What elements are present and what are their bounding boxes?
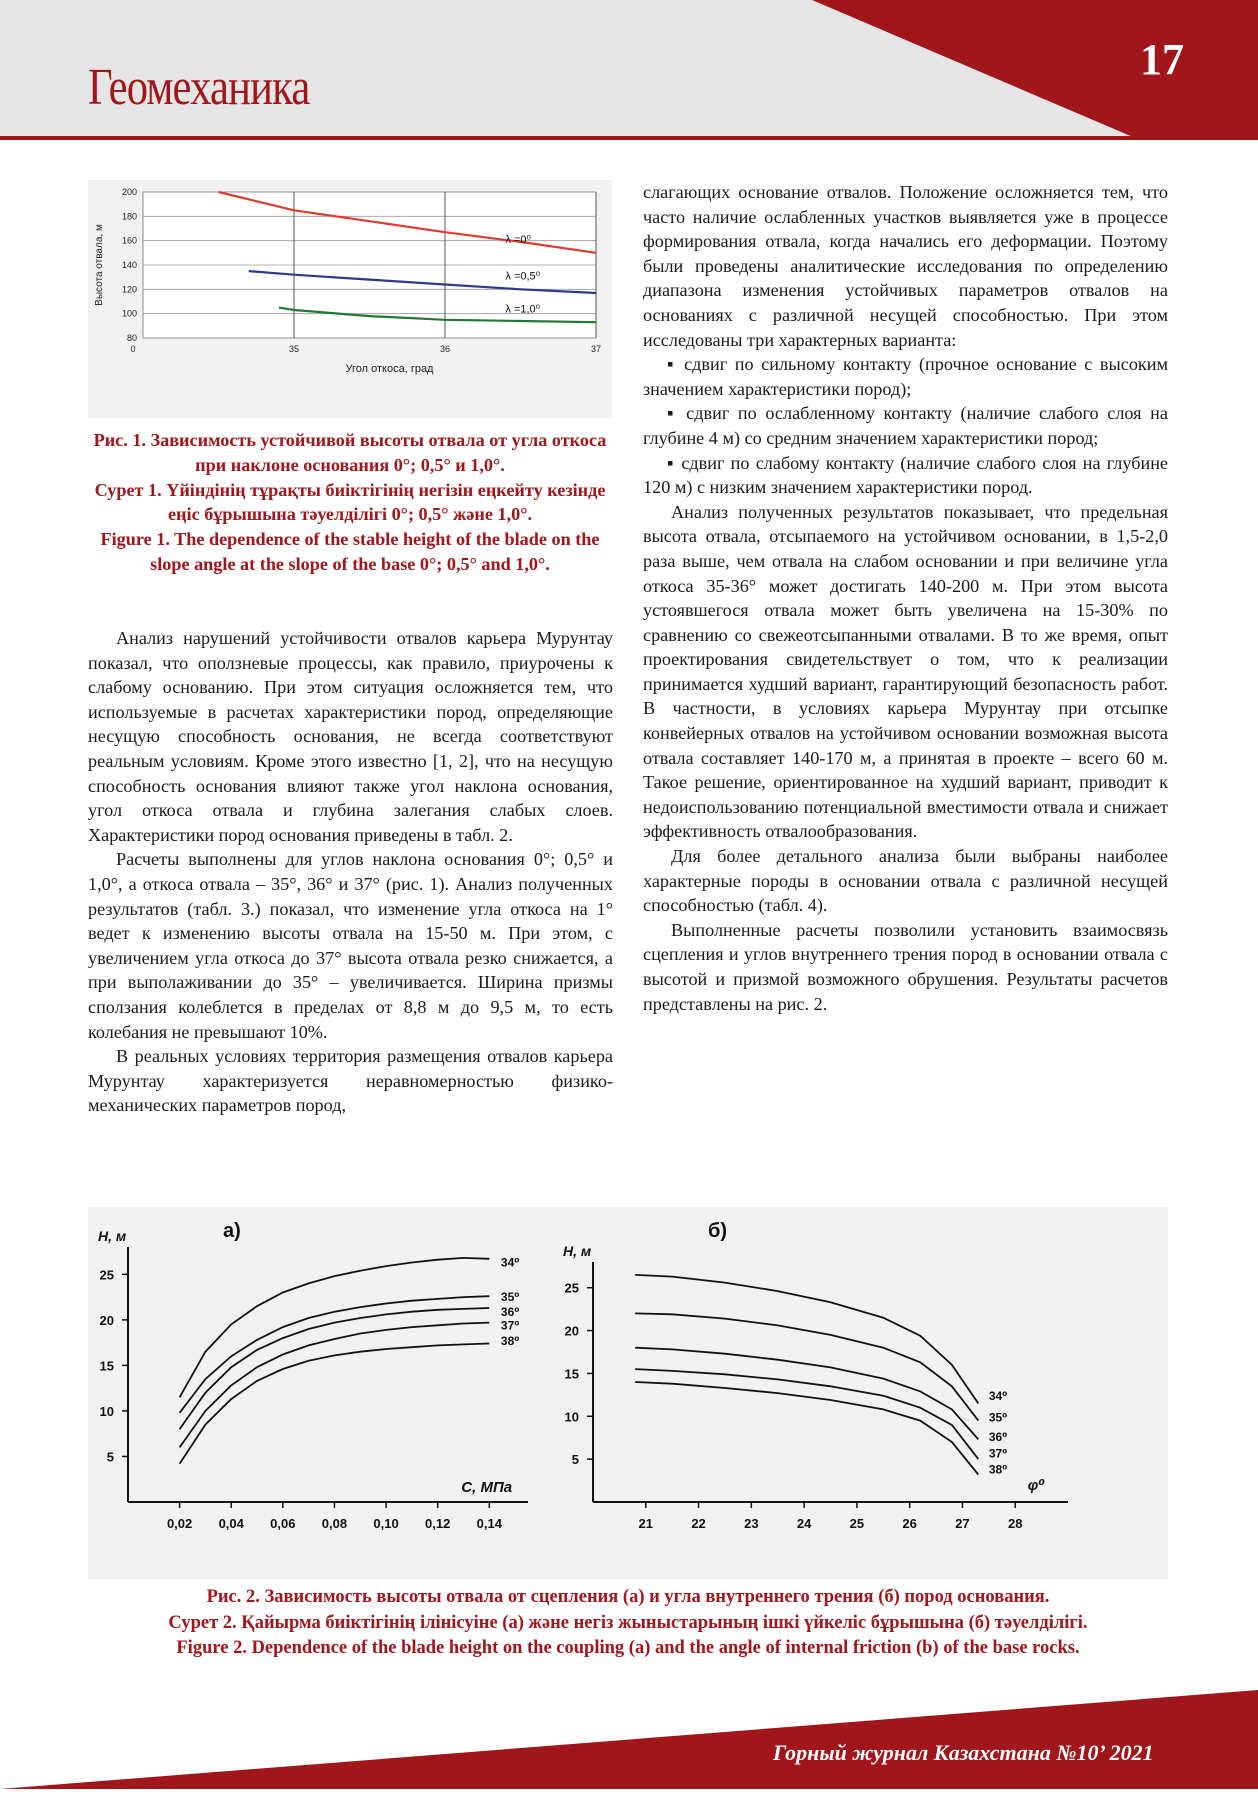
right-column xyxy=(643,180,1168,1016)
y-tick-label: 5 xyxy=(106,1449,114,1465)
paragraph: слагающих основание отвалов. Положение осложняется тем, что часто наличие ослабленных участков выявляется уже в процессе формирования отвала, когда начались его деформации. Поэтому были проведены аналитические исследования по определению диапазона изменения устойчивых параметров отвалов на основаниях с различной несущей способностью. При этом исследованы три характерных варианта: xyxy=(643,182,1168,350)
x-tick-label: 0,04 xyxy=(218,1516,244,1531)
y-tick-label: 120 xyxy=(121,284,137,295)
y-axis-label: H, м xyxy=(563,1243,592,1259)
x-tick-label: 0,14 xyxy=(476,1516,502,1531)
x-axis-label: φ⁰ xyxy=(1027,1477,1045,1494)
panel-label: а) xyxy=(223,1220,241,1242)
figure-2-caption-kz: Сурет 2. Қайырма биіктігінің ілінісуіне (а) және негіз жыныстарының ішкі үйкеліс бұрышына (б) тәуелділігі. xyxy=(168,1612,1088,1633)
series-line xyxy=(635,1313,978,1420)
series-label: 35⁰ xyxy=(988,1410,1008,1425)
x-tick-label: 24 xyxy=(796,1516,812,1531)
y-tick-label: 5 xyxy=(571,1452,579,1468)
page-number: 17 xyxy=(1140,35,1184,84)
y-tick-label: 80 xyxy=(126,333,137,343)
y-axis-label: H, м xyxy=(98,1228,127,1244)
x-axis-label: C, МПа xyxy=(461,1479,513,1496)
series-label: λ =0,5⁰ xyxy=(505,270,541,283)
y-tick-label: 140 xyxy=(121,260,137,270)
y-tick-label: 20 xyxy=(99,1312,114,1328)
figure-2 xyxy=(88,1207,1168,1579)
journal-name: Горный журнал Казахстана №10’ 2021 xyxy=(773,1740,1154,1765)
series-label: λ =0⁰ xyxy=(505,234,531,247)
x-tick-label: 0,12 xyxy=(425,1516,451,1531)
series-label: 35⁰ xyxy=(500,1290,520,1305)
series-line xyxy=(635,1369,978,1459)
figure-2-caption-ru: Рис. 2. Зависимость высоты отвала от сцепления (а) и угла внутреннего трения (б) пород основания. xyxy=(206,1587,1050,1607)
x-tick-label: 0,08 xyxy=(321,1516,348,1531)
y-tick-label: 15 xyxy=(564,1366,579,1382)
paragraph: Расчеты выполнены для углов наклона основания 0°; 0,5° и 1,0°, а откоса отвала – 35°, 36° и 37° (рис. 1). Анализ полученных результатов (табл. 3.) показал, что изменение угла откоса на 1° ведет к изменению высоты отвала на 15-50 м. При этом, с увеличением угла откоса до 37° высота отвала резко снижается, а при выполаживании до 35° – увеличивается. Ширина призмы сползания колеблется в пределах от 8,8 м до 9,5 м, то есть колебания не превышают 10%. xyxy=(88,849,613,1042)
y-tick-label: 25 xyxy=(564,1280,579,1296)
series-label: 36⁰ xyxy=(988,1430,1008,1444)
x-tick-label: 0 xyxy=(130,344,136,354)
series-label: 34⁰ xyxy=(500,1255,520,1270)
series-label: λ =1,0⁰ xyxy=(505,303,541,316)
y-tick-label: 180 xyxy=(121,211,137,222)
x-axis-label: Угол откоса, град xyxy=(345,363,434,375)
x-tick-label: 26 xyxy=(902,1516,917,1531)
x-tick-label: 25 xyxy=(849,1516,865,1531)
y-tick-label: 10 xyxy=(564,1409,579,1425)
series-line xyxy=(180,1323,490,1448)
bullet-list xyxy=(643,352,1168,500)
series-line xyxy=(180,1258,490,1397)
y-axis-label: Высота отвала, м xyxy=(94,224,105,306)
series-label: 37⁰ xyxy=(988,1446,1008,1461)
series-label: 38⁰ xyxy=(500,1333,520,1348)
figure-1-chart xyxy=(88,180,612,418)
list-item: ▪ сдвиг по сильному контакту (прочное основание с высоким значением характеристики пород); xyxy=(643,352,1168,401)
series-line xyxy=(180,1308,490,1429)
figure-1-caption-en: Figure 1. The dependence of the stable height of the blade on the slope angle at the slope of the base 0°; 0,5° and 1,0°. xyxy=(100,529,600,574)
figure-2-chart xyxy=(88,1207,1168,1579)
y-tick-label: 200 xyxy=(121,187,137,197)
x-tick-label: 22 xyxy=(691,1516,706,1531)
section-title: Геомеханика xyxy=(88,59,310,116)
paragraph: Анализ нарушений устойчивости отвалов карьера Мурунтау показал, что оползневые процессы, как правило, приурочены к слабому основанию. При этом ситуация осложняется тем, что используемые в расчетах характеристики пород, определяющие несущую способность основания, не всегда соответствуют реальным условиям. Кроме этого известно [1, 2], что на несущую способность основания влияют также угол наклона основания, угол откоса отвала и глубина залегания слабых слоев. Характеристики пород основания приведены в табл. 2. xyxy=(88,628,613,845)
panel-label: б) xyxy=(708,1220,728,1242)
y-tick-label: 160 xyxy=(121,235,137,246)
x-tick-label: 23 xyxy=(744,1516,759,1531)
y-tick-label: 100 xyxy=(121,308,137,319)
x-tick-label: 0,02 xyxy=(166,1516,193,1531)
x-tick-label: 21 xyxy=(638,1516,654,1531)
paragraph: Выполненные расчеты позволили установить взаимосвязь сцепления и углов внутреннего трения пород в основании отвала с высотой и призмой возможного обрушения. Результаты расчетов представлены на рис. 2. xyxy=(643,919,1168,1014)
list-item: ▪ сдвиг по слабому контакту (наличие слабого слоя на глубине 120 м) с низким значением характеристики пород. xyxy=(643,451,1168,500)
paragraph: Для более детального анализа были выбраны наиболее характерные породы в основании отвала с различной несущей способностью (табл. 4). xyxy=(643,846,1168,916)
y-tick-label: 15 xyxy=(99,1358,114,1374)
paragraph: В реальных условиях территория размещения отвалов карьера Мурунтау характеризуется неравномерностью физико-механических параметров пород, xyxy=(88,1046,613,1116)
figure-1-caption-ru: Рис. 1. Зависимость устойчивой высоты отвала от угла откоса при наклоне основания 0°; 0,5° и 1,0°. xyxy=(93,430,607,475)
figure-2-caption-en: Figure 2. Dependence of the blade height on the coupling (a) and the angle of internal friction (b) of the base rocks. xyxy=(176,1638,1080,1658)
x-tick-label: 0,10 xyxy=(373,1516,399,1531)
x-tick-label: 35 xyxy=(288,344,300,354)
page-header xyxy=(0,0,1258,150)
x-tick-label: 36 xyxy=(439,344,451,354)
y-tick-label: 10 xyxy=(99,1403,114,1419)
x-tick-label: 28 xyxy=(1007,1516,1023,1531)
y-tick-label: 25 xyxy=(99,1267,114,1283)
list-item: ▪ сдвиг по ослабленному контакту (наличие слабого слоя на глубине 4 м) со средним значением характеристики пород; xyxy=(643,401,1168,450)
series-label: 36⁰ xyxy=(500,1304,520,1319)
series-label: 38⁰ xyxy=(988,1462,1008,1477)
x-tick-label: 27 xyxy=(955,1516,970,1531)
y-tick-label: 20 xyxy=(564,1323,579,1339)
series-label: 34⁰ xyxy=(988,1388,1008,1403)
figure-1-caption xyxy=(88,428,612,577)
figure-1 xyxy=(88,180,612,418)
paragraph: Анализ полученных результатов показывает, что предельная высота отвала, отсыпаемого на устойчивом основании, в 1,5-2,0 раза выше, чем отвала на слабом основании и при величине угла откоса 35-36° может достигать 140-200 м. При этом высота устоявшегося отвала может быть увеличена на 15-30% по сравнению со свежеотсыпанными отвалами. В то же время, опыт проектирования свидетельствует о том, что к реализации принимается худший вариант, гарантирующий безопасность работ. В частности, в условиях карьера Мурунтау при отсыпке конвейерных отвалов на устойчивом основании возможная высота отвала составляет 140-170 м, а принятая в проекте – всего 60 м. Такое решение, ориентированное на худший вариант, приводит к недоиспользованию потенциальной вместимости отвала и снижает эффективность отвалообразования. xyxy=(643,501,1168,842)
x-tick-label: 0,06 xyxy=(270,1516,296,1531)
figure-1-caption-kz: Сурет 1. Үйіндінің тұрақты биіктігінің негізін еңкейту кезінде еңіс бұрышына тәуелділігі 0°; 0,5° және 1,0°. xyxy=(94,479,606,525)
series-label: 37⁰ xyxy=(500,1318,520,1333)
figure-2-caption xyxy=(88,1585,1168,1662)
left-column xyxy=(88,626,613,1118)
x-tick-label: 37 xyxy=(590,344,602,354)
